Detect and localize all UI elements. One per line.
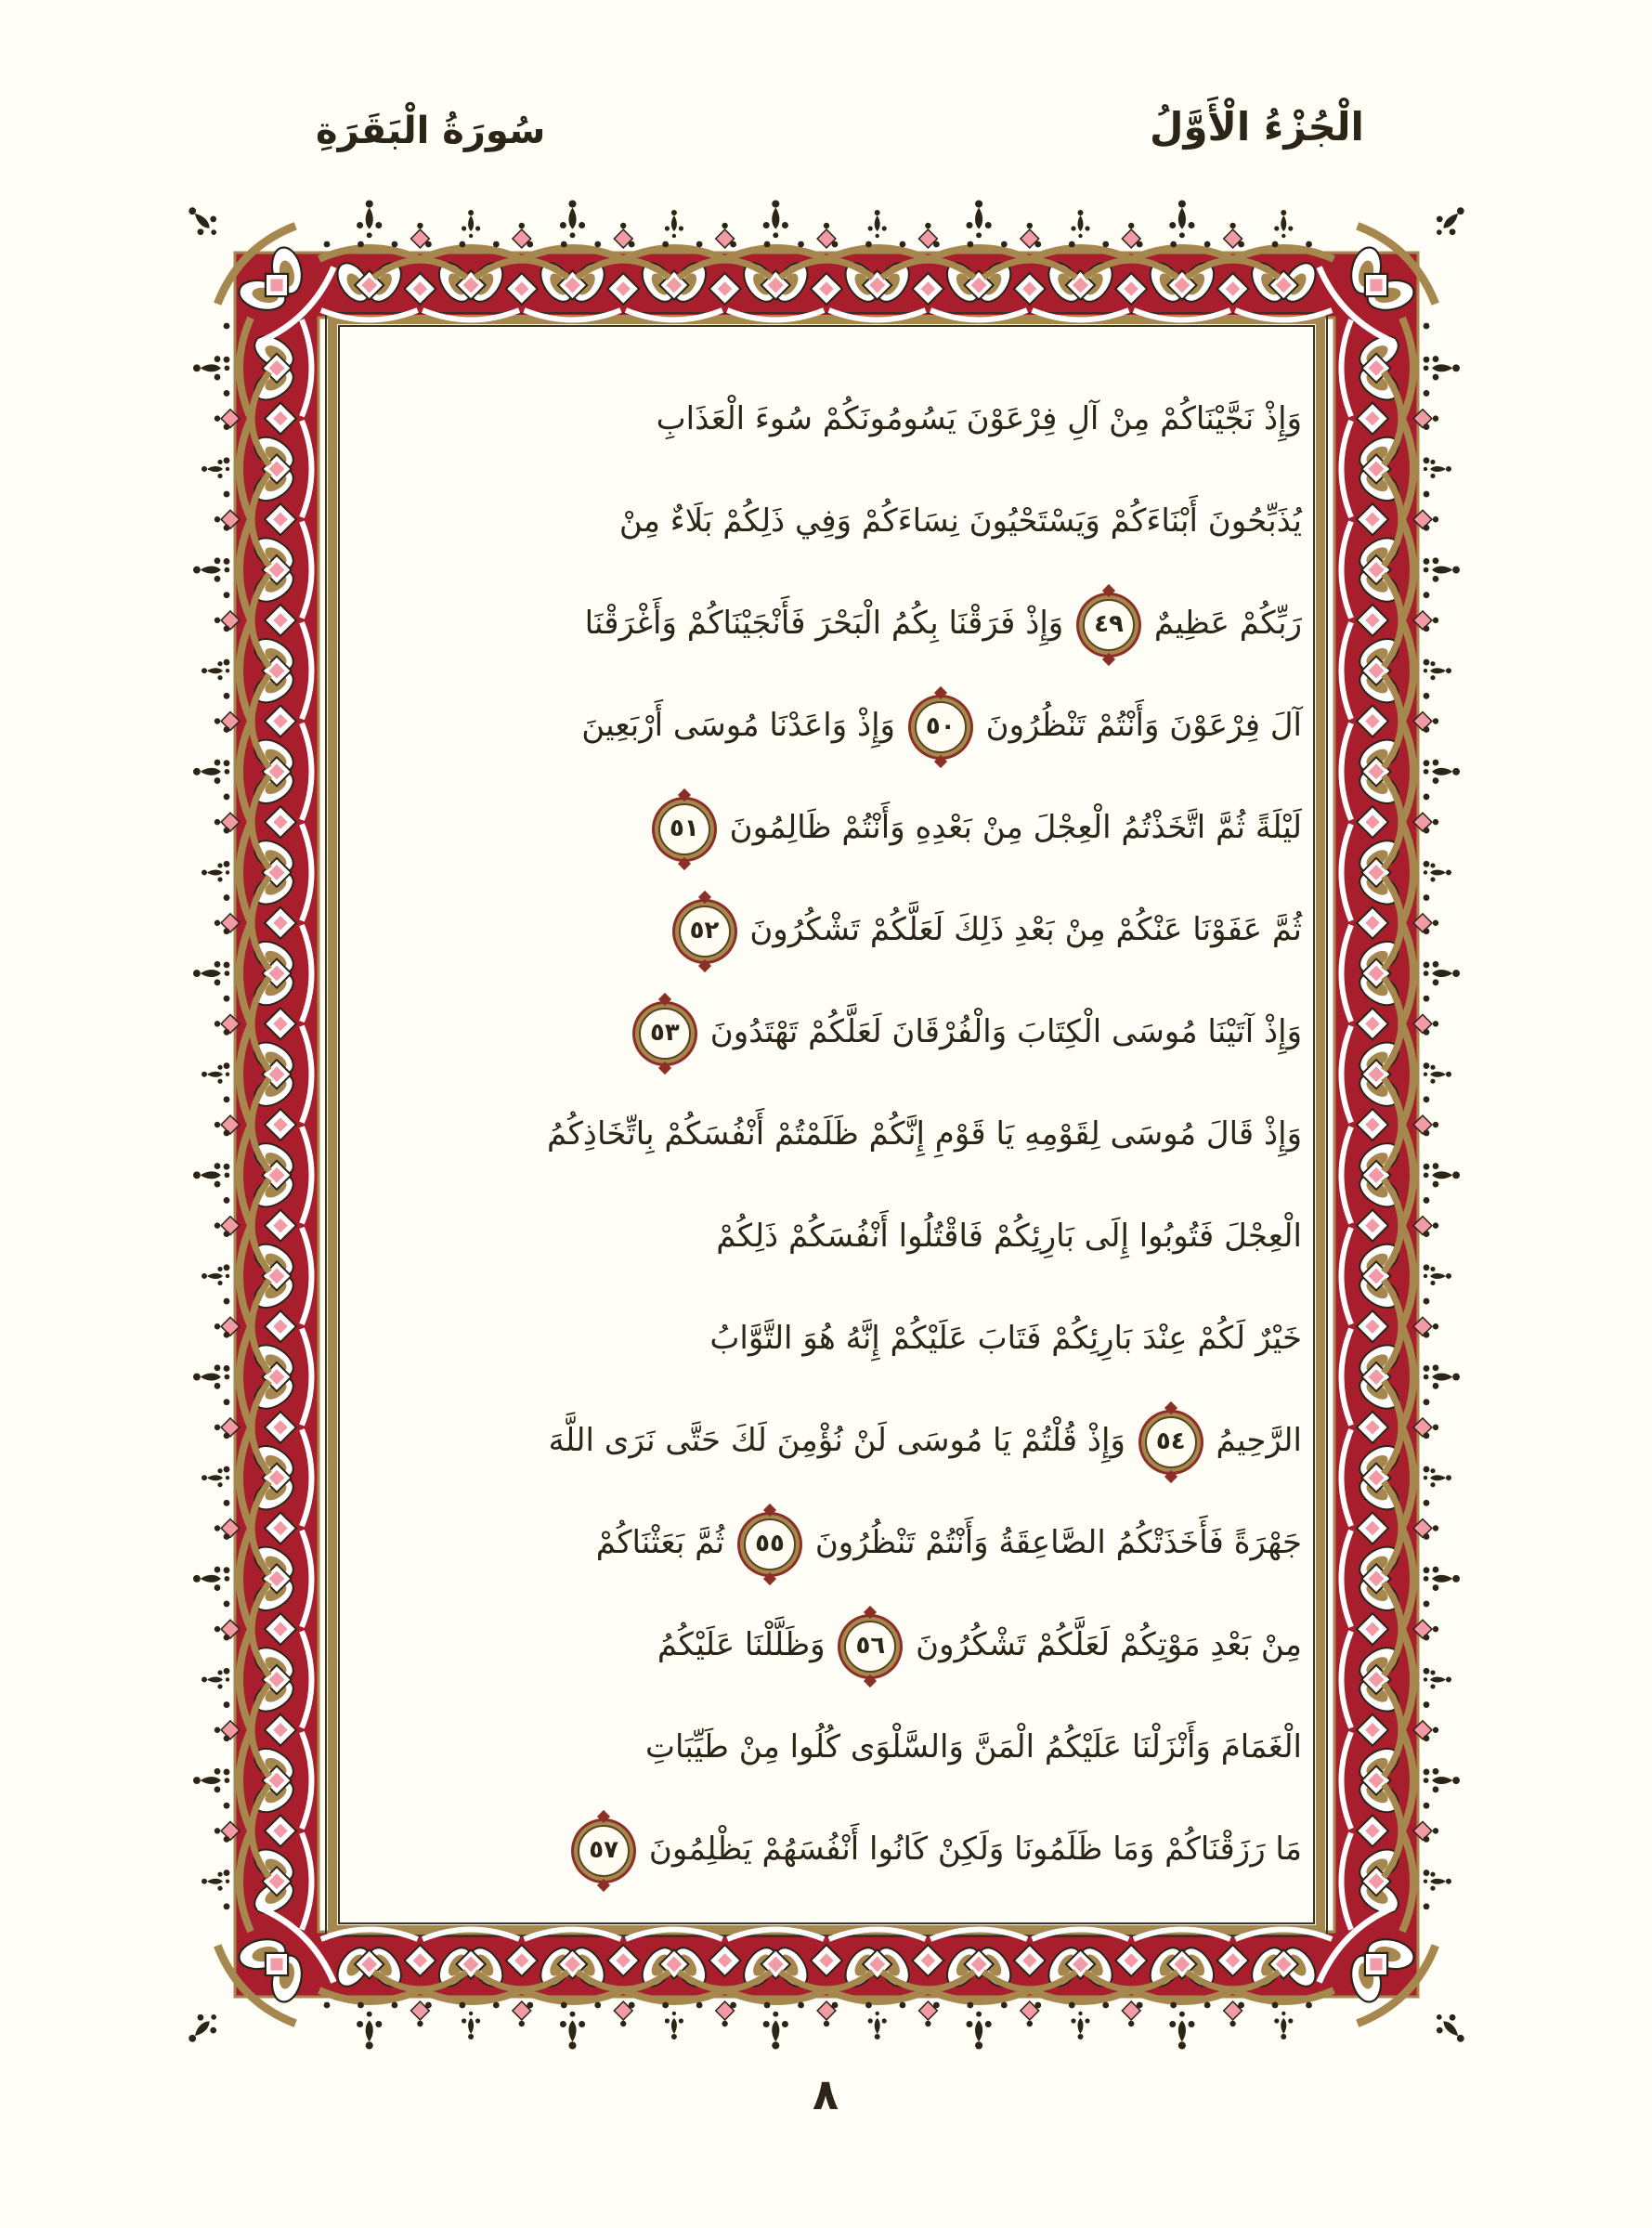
quran-line-3: [370, 572, 1302, 674]
verse-text: وَإِذْ قَالَ مُوسَى لِقَوْمِهِ يَا قَوْمِ إِنَّكُمْ ظَلَمْتُمْ أَنْفُسَكُمْ بِاتِّخَاذِكُمُ: [546, 1115, 1302, 1153]
quran-line-14: [370, 1696, 1302, 1798]
quran-line-9: [370, 1185, 1302, 1287]
verse-text: وَإِذْ وَاعَدْنَا مُوسَى أَرْبَعِينَ: [581, 707, 895, 744]
verse-text: وَظَلَّلْنَا عَلَيْكُمُ: [657, 1626, 826, 1663]
verse-text: لَيْلَةً ثُمَّ اتَّخَذْتُمُ الْعِجْلَ مِنْ بَعْدِهِ وَأَنْتُمْ ظَالِمُونَ: [729, 809, 1302, 846]
quran-line-15: [370, 1798, 1302, 1900]
verse-text: مَا رَزَقْنَاكُمْ وَمَا ظَلَمُونَا وَلَكِنْ كَانُوا أَنْفُسَهُمْ يَظْلِمُونَ: [648, 1831, 1302, 1868]
quran-line-5: [370, 776, 1302, 879]
ayah-number-marker: ٥٦: [844, 1621, 896, 1673]
quran-line-7: [370, 981, 1302, 1083]
quran-line-12: [370, 1492, 1302, 1594]
quran-line-2: [370, 470, 1302, 572]
quran-line-13: [370, 1594, 1302, 1696]
verse-text: وَإِذْ آتَيْنَا مُوسَى الْكِتَابَ وَالْفُرْقَانَ لَعَلَّكُمْ تَهْتَدُونَ: [709, 1013, 1302, 1050]
verse-text: رَبِّكُمْ عَظِيمٌ: [1153, 605, 1302, 642]
verse-text: مِنْ بَعْدِ مَوْتِكُمْ لَعَلَّكُمْ تَشْكُرُونَ: [916, 1626, 1302, 1663]
verse-text-block: [370, 368, 1302, 1909]
ayah-number-marker: ٤٩: [1083, 599, 1135, 651]
surah-header: سُورَةُ الْبَقَرَةِ: [316, 110, 546, 152]
verse-text: ثُمَّ عَفَوْنَا عَنْكُمْ مِنْ بَعْدِ ذَلِكَ لَعَلَّكُمْ تَشْكُرُونَ: [749, 911, 1302, 948]
verse-text: خَيْرٌ لَكُمْ عِنْدَ بَارِئِكُمْ فَتَابَ عَلَيْكُمْ إِنَّهُ هُوَ التَّوَّابُ: [709, 1320, 1302, 1357]
verse-text: يُذَبِّحُونَ أَبْنَاءَكُمْ وَيَسْتَحْيُونَ نِسَاءَكُمْ وَفِي ذَلِكُمْ بَلَاءٌ مِنْ: [618, 502, 1302, 540]
quran-line-1: [370, 368, 1302, 470]
ayah-number-marker: ٥٧: [578, 1825, 630, 1877]
quran-line-10: [370, 1287, 1302, 1389]
verse-text: وَإِذْ نَجَّيْنَاكُمْ مِنْ آلِ فِرْعَوْنَ يَسُومُونَكُمْ سُوءَ الْعَذَابِ: [656, 400, 1302, 437]
ayah-number-marker: ٥٢: [679, 906, 731, 958]
quran-line-8: [370, 1083, 1302, 1185]
ayah-number-marker: ٥٤: [1145, 1416, 1197, 1468]
verse-text: الْغَمَامَ وَأَنْزَلْنَا عَلَيْكُمُ الْمَنَّ وَالسَّلْوَى كُلُوا مِنْ طَيِّبَاتِ: [644, 1728, 1302, 1765]
verse-text: الْعِجْلَ فَتُوبُوا إِلَى بَارِئِكُمْ فَاقْتُلُوا أَنْفُسَكُمْ ذَلِكُمْ: [716, 1218, 1302, 1255]
page-number: ٨: [812, 2069, 839, 2119]
quran-line-6: [370, 879, 1302, 981]
verse-text: وَإِذْ فَرَقْنَا بِكُمُ الْبَحْرَ فَأَنْجَيْنَاكُمْ وَأَغْرَقْنَا: [584, 605, 1064, 642]
verse-text: آلَ فِرْعَوْنَ وَأَنْتُمْ تَنْظُرُونَ: [985, 707, 1302, 744]
verse-text: وَإِذْ قُلْتُمْ يَا مُوسَى لَنْ نُؤْمِنَ لَكَ حَتَّى نَرَى اللَّهَ: [548, 1422, 1125, 1459]
juz-header: الْجُزْءُ الْأَوَّلُ: [1150, 104, 1364, 150]
ayah-number-marker: ٥٥: [744, 1518, 796, 1570]
ayah-number-marker: ٥٠: [915, 701, 967, 753]
verse-text: جَهْرَةً فَأَخَذَتْكُمُ الصَّاعِقَةُ وَأَنْتُمْ تَنْظُرُونَ: [814, 1524, 1302, 1561]
ayah-number-marker: ٥١: [658, 803, 710, 855]
verse-text: الرَّحِيمُ: [1216, 1422, 1302, 1459]
verse-text: ثُمَّ بَعَثْنَاكُمْ: [595, 1524, 725, 1561]
quran-line-11: [370, 1389, 1302, 1492]
ayah-number-marker: ٥٣: [639, 1008, 691, 1060]
quran-line-4: [370, 674, 1302, 776]
